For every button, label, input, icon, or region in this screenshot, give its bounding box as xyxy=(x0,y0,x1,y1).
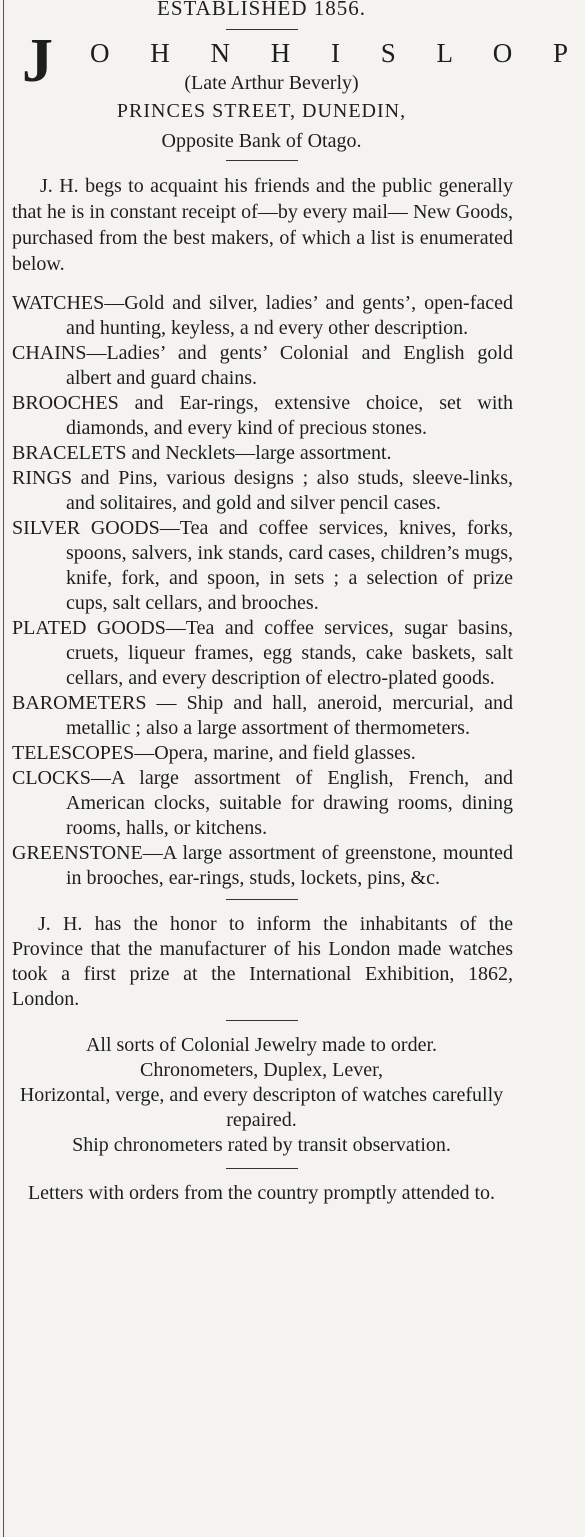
late-line: (Late Arthur Beverly) xyxy=(184,72,359,94)
list-item: PLATED GOODS—Tea and coffee services, sugar basins, cruets, liqueur frames, egg stands, cake baskets, salt cellars, and every description of electro-plated goods. xyxy=(12,617,513,689)
divider-rule xyxy=(226,899,298,900)
transit-line: Ship chronometers rated by transit observation. xyxy=(72,1134,451,1156)
divider-rule xyxy=(226,1020,298,1021)
prize-paragraph: J. H. has the honor to inform the inhabitants of the Province that the manufacturer of his London made watches took a first prize at the International Exhibition, 1862, London. xyxy=(12,913,513,1010)
list-item: SILVER GOODS—Tea and coffee services, knives, forks, spoons, salvers, ink stands, card cases, children’s mugs, knife, fork, and spoon, in sets ; a selection of prize cups, salt cellars, and brooches. xyxy=(12,517,513,614)
opposite-line: Opposite Bank of Otago. xyxy=(161,130,362,152)
list-item: BROOCHES and Ear-rings, extensive choice, set with diamonds, and every kind of precious stones. xyxy=(12,392,513,439)
footer-line: Letters with orders from the country promptly attended to. xyxy=(27,1182,496,1204)
divider-rule xyxy=(226,29,298,30)
intro-paragraph: J. H. begs to acquaint his friends and the public generally that he is in constant receipt of—by every mail— New Goods, purchased from the best makers, of which a list is enumerated below. xyxy=(12,175,513,275)
list-item: BAROMETERS — Ship and hall, aneroid, mercurial, and metallic ; also a large assortment of thermometers. xyxy=(12,692,513,739)
established-line: ESTABLISHED 1856. xyxy=(157,0,366,20)
list-item: WATCHES—Gold and silver, ladies’ and gents’, open-faced and hunting, keyless, a nd every other description. xyxy=(12,292,513,339)
chronometers-line: Chronometers, Duplex, Lever, xyxy=(139,1059,384,1081)
name-block xyxy=(6,27,585,95)
list-item: BRACELETS and Necklets—large assortment. xyxy=(12,442,392,464)
column-border xyxy=(3,0,4,1537)
list-item: RINGS and Pins, various designs ; also studs, sleeve-links, and solitaires, and gold and silver pencil cases. xyxy=(12,467,513,514)
list-item: GREENSTONE—A large assortment of greenstone, mounted in brooches, ear-rings, studs, lockets, pins, &c. xyxy=(12,842,513,889)
list-item: CLOCKS—A large assortment of English, French, and American clocks, suitable for drawing rooms, dining rooms, halls, or kitchens. xyxy=(12,767,513,839)
proprietor-name: O H N H I S L O P xyxy=(90,38,585,68)
list-item: TELESCOPES—Opera, marine, and field glasses. xyxy=(12,742,416,764)
divider-rule xyxy=(226,1168,298,1169)
goods-list xyxy=(6,291,517,891)
repairs-line: Horizontal, verge, and every descripton of watches carefully repaired. xyxy=(19,1084,504,1131)
divider-rule xyxy=(226,160,298,161)
street-line: PRINCES STREET, DUNEDIN, xyxy=(116,100,407,122)
list-item: CHAINS—Ladies’ and gents’ Colonial and English gold albert and guard chains. xyxy=(12,342,513,389)
ornamental-initial: J xyxy=(22,27,53,95)
jewelry-line: All sorts of Colonial Jewelry made to order. xyxy=(85,1034,438,1056)
